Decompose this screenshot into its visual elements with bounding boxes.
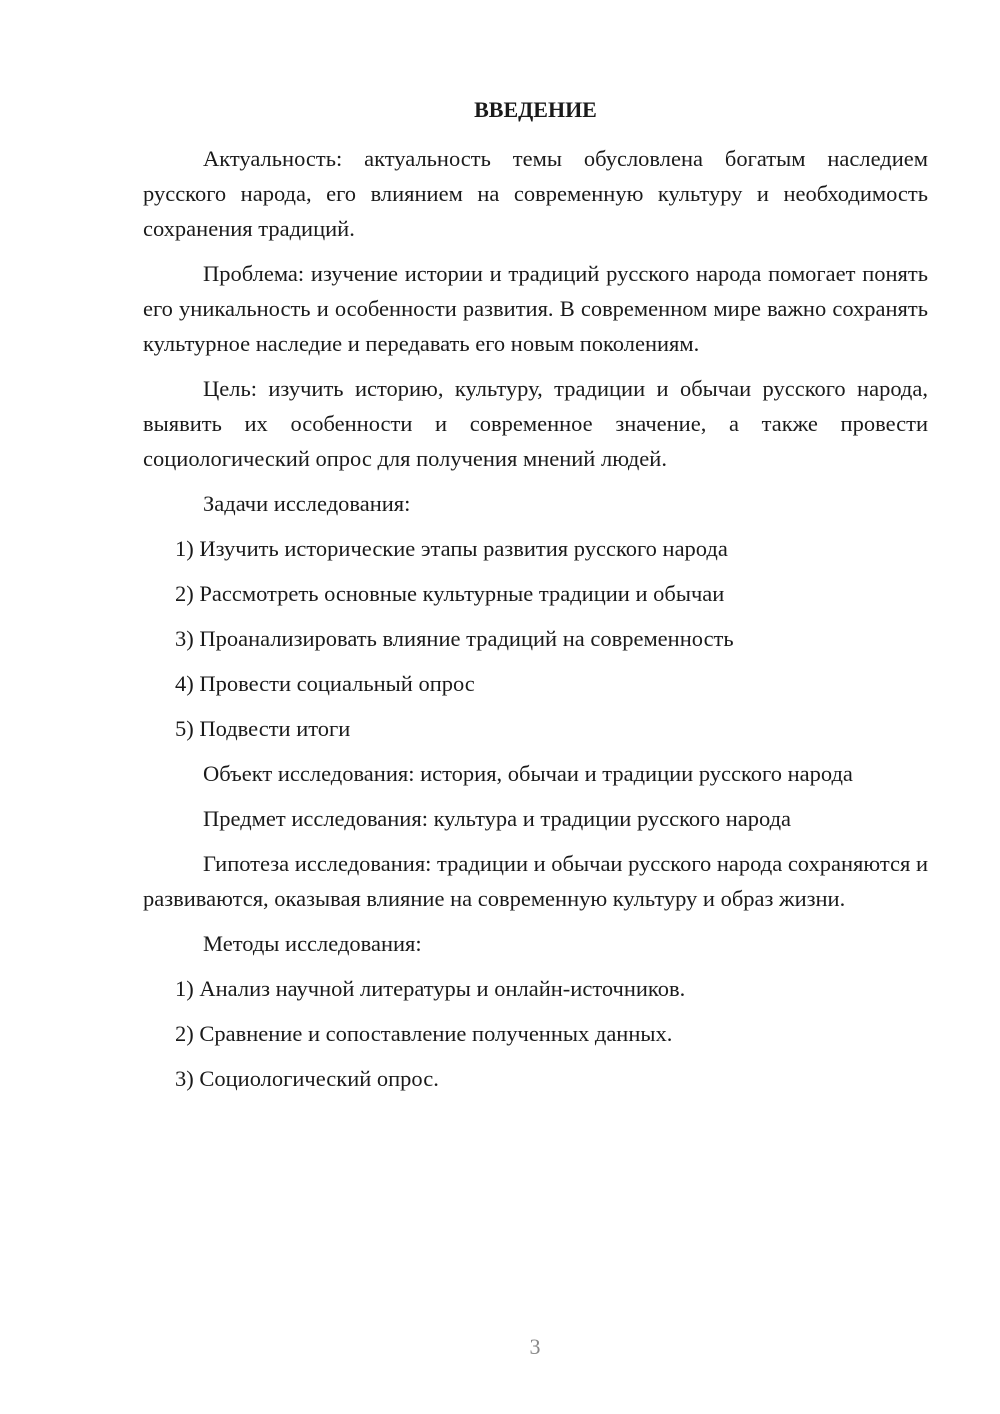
- list-item: 3) Проанализировать влияние традиций на современность: [175, 626, 734, 651]
- subject-paragraph: Предмет исследования: культура и традиции русского народа: [203, 806, 792, 831]
- document-body: [143, 95, 928, 1106]
- problem-paragraph: Проблема: изучение истории и традиций русского народа помогает понять его уникальность и особенности развития. В современном мире важно сохранять культурное наследие и передавать его новым поколениям.: [143, 261, 928, 356]
- relevance-paragraph: Актуальность: актуальность темы обусловлена богатым наследием русского народа, его влиянием на современную культуру и необходимость сохранения традиций.: [143, 146, 928, 241]
- list-item: 3) Социологический опрос.: [175, 1066, 439, 1091]
- tasks-heading: Задачи исследования:: [203, 491, 411, 516]
- hypothesis-paragraph: Гипотеза исследования: традиции и обычаи русского народа сохраняются и развиваются, оказывая влияние на современную культуру и образ жизни.: [143, 851, 928, 911]
- methods-heading: Методы исследования:: [203, 931, 422, 956]
- list-item: 5) Подвести итоги: [175, 716, 351, 741]
- list-item: 4) Провести социальный опрос: [175, 671, 475, 696]
- goal-paragraph: Цель: изучить историю, культуру, традиции и обычаи русского народа, выявить их особенности и современное значение, а также провести социологический опрос для получения мнений людей.: [143, 376, 928, 471]
- object-paragraph: Объект исследования: история, обычаи и традиции русского народа: [203, 761, 853, 786]
- methods-list: [143, 971, 928, 1096]
- tasks-list: [143, 531, 928, 746]
- section-title: ВВЕДЕНИЕ: [474, 97, 597, 122]
- list-item: 1) Изучить исторические этапы развития русского народа: [175, 536, 728, 561]
- page-number: 3: [529, 1334, 541, 1359]
- list-item: 2) Сравнение и сопоставление полученных данных.: [175, 1021, 673, 1046]
- list-item: 2) Рассмотреть основные культурные традиции и обычаи: [175, 581, 725, 606]
- list-item: 1) Анализ научной литературы и онлайн-источников.: [175, 976, 686, 1001]
